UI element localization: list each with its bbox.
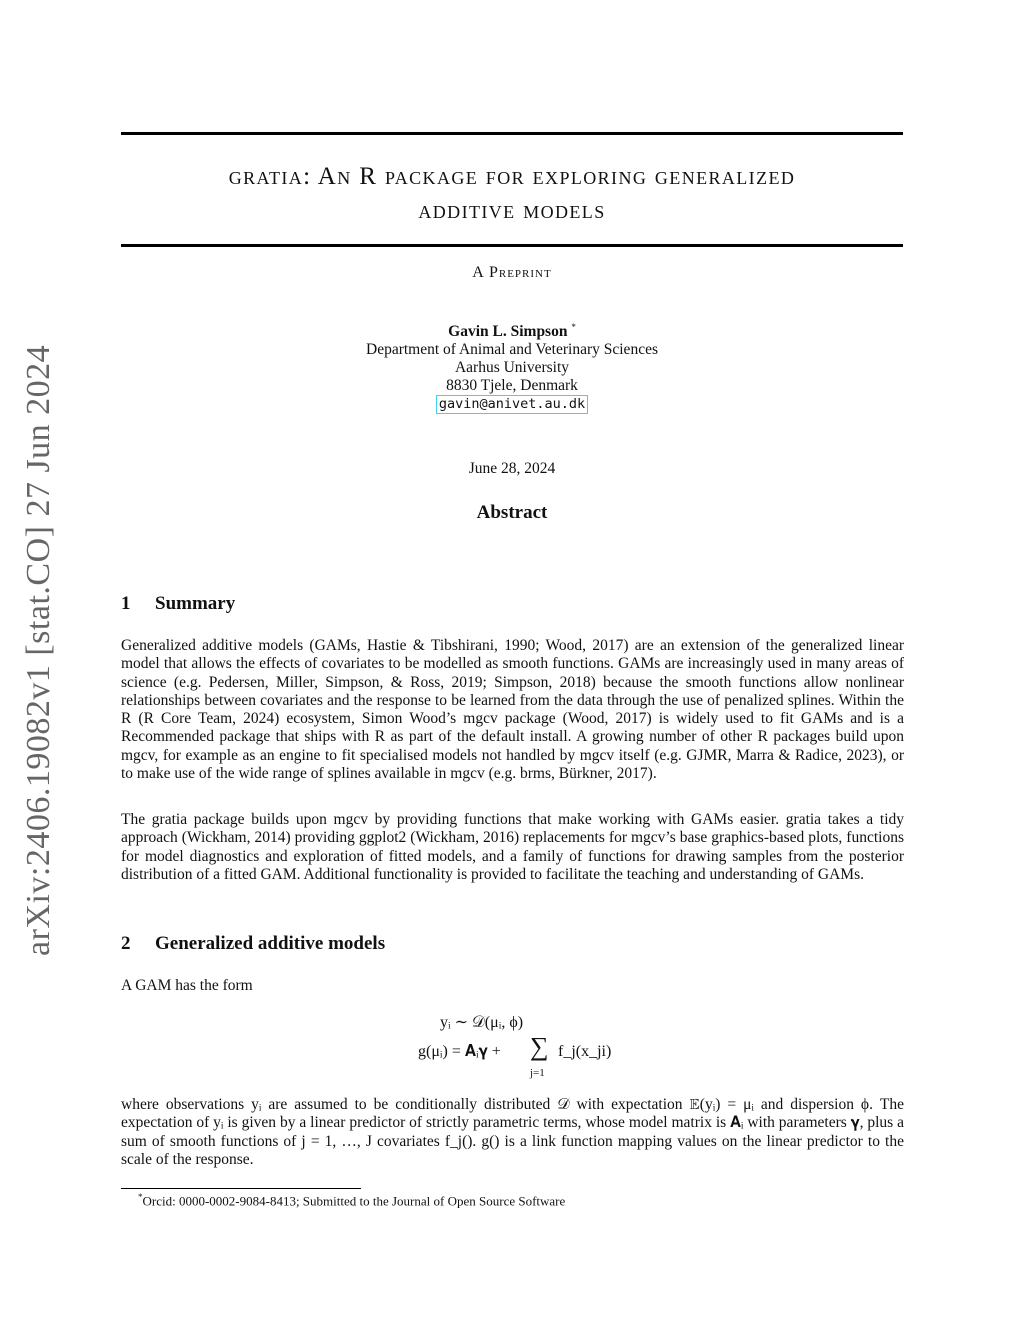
equation-sum-index: j=1 (530, 1067, 545, 1079)
title-line-2: additive models (418, 197, 606, 224)
section-2-heading (121, 933, 385, 955)
footnote-rule (121, 1188, 361, 1189)
section-1-title: Summary (155, 593, 236, 614)
abstract-heading: Abstract (476, 502, 548, 523)
arxiv-identifier[interactable]: arXiv:2406.19082v1 [stat.CO] 27 Jun 2024 (20, 344, 57, 956)
section-2-intro: A GAM has the form (121, 977, 253, 994)
summary-paragraph-2: The gratia package builds upon mgcv by providing functions that make working with GAMs easier. gratia takes a tidy approach (Wickham, 2014) providing ggplot2 (Wickham, 2016) replacements for mgcv’s base graphics-based plots, functions for model diagnostics and exploration of fitted models, and a family of functions for drawing samples from the posterior distribution of a fitted GAM. Additional functionality is provided to facilitate the teaching and understanding of GAMs. (121, 811, 904, 883)
author-name: Gavin L. Simpson (448, 323, 568, 341)
author-university: Aarhus University (454, 359, 570, 377)
author-email-link[interactable]: gavin@anivet.au.dk (436, 395, 588, 414)
paper-title (121, 160, 903, 228)
equation-sum-symbol: ∑ (530, 1032, 549, 1061)
author-department: Department of Animal and Veterinary Sciences (366, 341, 658, 359)
section-2-title: Generalized additive models (155, 933, 386, 954)
section-2-paragraph: where observations yᵢ are assumed to be conditionally distributed 𝒟 with expectation 𝔼(yᵢ) = μᵢ and dispersion ϕ. The expectation of yᵢ is given by a linear predictor of strictly parametric terms, whose model matrix is 𝐀ᵢ with parameters 𝛄, plus a sum of smooth functions of j = 1, …, J covariates f_j(). g() is a link function mapping values on the linear predictor to the scale of the response. (121, 1096, 904, 1168)
section-2-number: 2 (121, 933, 131, 954)
author-block (121, 318, 903, 414)
footnote (138, 1192, 898, 1209)
footnote-text: Orcid: 0000-0002-9084-8413; Submitted to the Journal of Open Source Software (142, 1193, 566, 1209)
author-address: 8830 Tjele, Denmark (446, 377, 578, 395)
title-line-1: gratia: An R package for exploring generalized (228, 163, 796, 190)
footnote-mark: * (138, 1192, 143, 1202)
paper-date: June 28, 2024 (468, 460, 556, 477)
equation-line-1: yᵢ ∼ 𝒟(μᵢ, ϕ) (440, 1014, 524, 1031)
title-bottom-rule (121, 244, 903, 247)
title-top-rule (121, 132, 903, 135)
section-1-number: 1 (121, 593, 131, 614)
gam-equation (380, 1010, 680, 1080)
summary-paragraph-1: Generalized additive models (GAMs, Hastie & Tibshirani, 1990; Wood, 2017) are an extension of the generalized linear model that allows the effects of covariates to be modelled as smooth functions. GAMs are increasingly used in many areas of science (e.g. Pedersen, Miller, Simpson, & Ross, 2019; Simpson, 2018) because the smooth functions allow nonlinear relationships between covariates and the response to be learned from the data through the use of penalized splines. Within the R (R Core Team, 2024) ecosystem, Simon Wood’s mgcv package (Wood, 2017) is widely used to fit GAMs and is a Recommended package that ships with R as part of the default install. A growing number of other R packages build upon mgcv, for example as an engine to fit specialised models not handled by mgcv itself (e.g. GJMR, Marra & Radice, 2023), or to make use of the wide range of splines available in mgcv (e.g. brms, Bürkner, 2017). (121, 637, 904, 783)
section-1-heading (121, 593, 235, 615)
preprint-label: A Preprint (472, 264, 552, 281)
equation-line-2-left: g(μᵢ) = 𝐀ᵢ𝛄 + (418, 1043, 501, 1060)
author-footnote-mark: * (571, 322, 576, 332)
equation-line-2-right: f_j(x_ji) (558, 1043, 612, 1060)
